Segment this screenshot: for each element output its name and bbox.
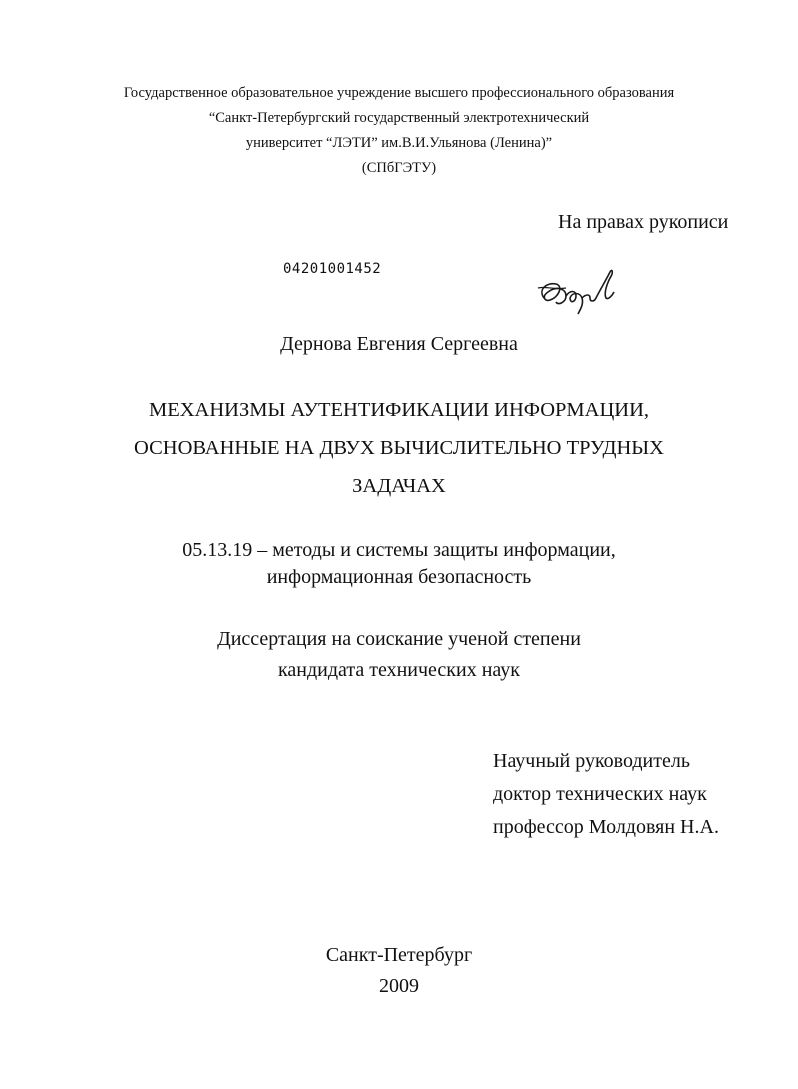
institution-line: “Санкт-Петербургский государственный электротехнический — [208, 110, 590, 126]
manuscript-note: На правах рукописи — [558, 211, 729, 233]
serial-number: 04201001452 — [283, 261, 382, 277]
title-line: ЗАДАЧАХ — [352, 475, 446, 497]
institution-line: (СПбГЭТУ) — [361, 160, 437, 176]
advisor-block — [493, 745, 719, 844]
institution-line: Государственное образовательное учреждение высшего профессионального образования — [123, 85, 675, 101]
advisor-line: профессор Молдовян Н.А. — [493, 816, 719, 838]
city: Санкт-Петербург — [325, 944, 473, 966]
advisor-line: доктор технических наук — [493, 783, 707, 805]
degree-line: кандидата технических наук — [277, 659, 521, 681]
institution-line: университет “ЛЭТИ” им.В.И.Ульянова (Ленина)” — [245, 135, 553, 151]
specialty-line: информационная безопасность — [266, 566, 532, 588]
dissertation-title — [0, 391, 798, 505]
title-line: ОСНОВАННЫЕ НА ДВУХ ВЫЧИСЛИТЕЛЬНО ТРУДНЫХ — [134, 437, 664, 459]
specialty-block — [0, 537, 798, 591]
specialty-line: 05.13.19 – методы и системы защиты информации, — [182, 539, 616, 561]
author-name: Дернова Евгения Сергеевна — [280, 333, 518, 355]
signature-image — [536, 268, 618, 316]
place-year-block — [0, 940, 798, 1002]
degree-line: Диссертация на соискание ученой степени — [217, 628, 581, 650]
year: 2009 — [379, 975, 419, 997]
institution-block — [0, 81, 798, 181]
advisor-line: Научный руководитель — [493, 750, 690, 772]
title-line: МЕХАНИЗМЫ АУТЕНТИФИКАЦИИ ИНФОРМАЦИИ, — [148, 399, 649, 421]
degree-block — [0, 624, 798, 686]
